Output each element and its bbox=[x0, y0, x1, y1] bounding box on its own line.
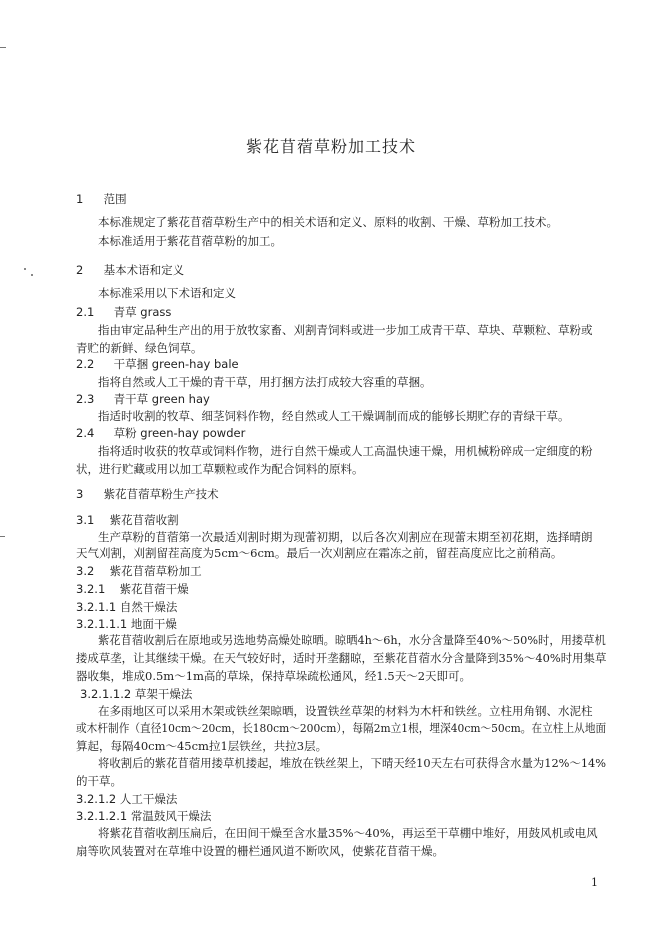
term-number: 2.4 bbox=[76, 426, 95, 440]
term-title: 青干草 green hay bbox=[113, 392, 210, 406]
paragraph-line: 生产草粉的苜蓿第一次最适刈割时期为现蕾初期，以后各次刈割应在现蕾末期至初花期，选择晴朗 bbox=[98, 530, 593, 544]
subsection-3-2-1-2-heading: 3.2.1.2 人工干燥法 bbox=[76, 792, 178, 806]
paragraph-line: 将收割后的紫花苜蓿用搂草机搂起，堆放在铁丝架上，下晴天经10天左右可获得含水量为12%～14% bbox=[98, 756, 607, 770]
subsection-3-2-1-heading bbox=[76, 581, 189, 597]
subsection-number: 3.2.1 bbox=[76, 582, 106, 596]
paragraph: 本标准采用以下术语和定义 bbox=[98, 286, 236, 300]
paragraph-line: 器收集，堆成0.5m～1m高的草垛，保持草垛疏松通风，经1.5天～2天即可。 bbox=[76, 669, 472, 683]
scan-mark bbox=[0, 47, 6, 48]
term-title: 草粉 green-hay powder bbox=[113, 426, 246, 440]
term-number: 2.3 bbox=[76, 392, 95, 406]
paragraph-line: 指由审定品种生产出的用于放牧家畜、刈割青饲料或进一步加工成青干草、草块、草颗粒、草粉或 bbox=[98, 323, 593, 337]
section-number: 1 bbox=[76, 192, 84, 206]
subsection-title: 紫花苜蓿草粉加工 bbox=[109, 564, 202, 578]
section-number: 3 bbox=[76, 487, 84, 501]
section-3-heading bbox=[76, 486, 219, 502]
subsection-3-2-1-1-1-heading: 3.2.1.1.1 地面干燥 bbox=[76, 617, 177, 631]
section-2-heading bbox=[76, 262, 184, 278]
subsection-title: 紫花苜蓿收割 bbox=[109, 513, 179, 527]
scan-speck bbox=[24, 268, 26, 270]
subsection-3-2-1-2-1-heading: 3.2.1.2.1 常温鼓风干燥法 bbox=[76, 809, 212, 823]
scan-mark bbox=[0, 536, 5, 537]
paragraph-line: 搂成草垄，让其继续干燥。在天气较好时，适时开垄翻晾，至紫花苜蓿水分含量降到35%～40%时用集草 bbox=[76, 651, 607, 665]
paragraph-line: 状，进行贮藏或用以加工草颗粒或作为配合饲料的原料。 bbox=[76, 462, 364, 476]
paragraph-line: 扇等吹风装置对在草堆中设置的栅栏通风道不断吹风，使紫花苜蓿干燥。 bbox=[76, 844, 444, 858]
section-title: 紫花苜蓿草粉生产技术 bbox=[103, 487, 219, 501]
paragraph-line: 的干草。 bbox=[76, 774, 122, 788]
paragraph-line: 在多雨地区可以采用木架或铁丝架晾晒，设置铁丝草架的材料为木杆和铁丝。立柱用角钢、水泥柱 bbox=[98, 704, 593, 718]
section-title: 基本术语和定义 bbox=[103, 263, 185, 277]
paragraph-line: 指将适时收获的牧草或饲料作物，进行自然干燥或人工高温快速干燥，用机械粉碎成一定细度的粉 bbox=[98, 444, 593, 458]
subsection-number: 3.1 bbox=[76, 513, 95, 527]
page-number: 1 bbox=[591, 876, 598, 889]
term-title: 青草 grass bbox=[113, 305, 172, 319]
term-2-1-heading bbox=[76, 304, 171, 320]
scan-speck bbox=[31, 274, 33, 276]
term-2-2-heading bbox=[76, 356, 239, 372]
subsection-number: 3.2 bbox=[76, 564, 95, 578]
term-title: 干草捆 green-hay bale bbox=[113, 357, 239, 371]
subsection-title: 紫花苜蓿干燥 bbox=[119, 582, 189, 596]
subsection-3-2-1-1-heading: 3.2.1.1 自然干燥法 bbox=[76, 600, 178, 614]
paragraph-line: 指将自然或人工干燥的青干草，用打捆方法打成较大容重的草捆。 bbox=[98, 375, 432, 389]
term-number: 2.2 bbox=[76, 357, 95, 371]
term-2-3-heading bbox=[76, 391, 210, 407]
paragraph: 本标准规定了紫花苜蓿草粉生产中的相关术语和定义、原料的收割、干燥、草粉加工技术。 bbox=[98, 215, 558, 229]
section-number: 2 bbox=[76, 263, 84, 277]
subsection-3-2-1-1-2-heading: 3.2.1.1.2 草架干燥法 bbox=[80, 687, 193, 701]
paragraph-line: 指适时收割的牧草、细茎饲料作物，经自然或人工干燥调制而成的能够长期贮存的青绿干草。 bbox=[98, 409, 570, 423]
term-number: 2.1 bbox=[76, 305, 95, 319]
section-title: 范围 bbox=[103, 192, 127, 206]
paragraph-line: 天气刈割，刈割留茬高度为5cm～6cm。最后一次刈割应在霜冻之前，留茬高度应比之前稍高。 bbox=[76, 546, 563, 560]
subsection-3-1-heading bbox=[76, 512, 179, 528]
paragraph-line: 紫花苜蓿收割后在原地或另选地势高燥处晾晒。晾晒4h～6h，水分含量降至40%～50%时，用搂草机 bbox=[98, 633, 606, 647]
paragraph-line: 青贮的新鲜、绿色饲草。 bbox=[76, 341, 203, 355]
paragraph-line: 算起，每隔40cm～45cm拉1层铁丝，共拉3层。 bbox=[76, 739, 328, 753]
paragraph-line: 或木杆制作（直径10cm～20cm，长180cm～200cm），每隔2m立1根，埋深40cm～50cm。在立柱上从地面 bbox=[76, 721, 607, 735]
term-2-4-heading bbox=[76, 425, 245, 441]
section-1-heading bbox=[76, 191, 127, 207]
paragraph: 本标准适用于紫花苜蓿草粉的加工。 bbox=[98, 234, 282, 248]
paragraph-line: 将紫花苜蓿收割压扁后，在田间干燥至含水量35%～40%，再运至干草棚中堆好，用鼓风机或电风 bbox=[98, 826, 598, 840]
subsection-3-2-heading bbox=[76, 563, 202, 579]
document-title: 紫花苜蓿草粉加工技术 bbox=[245, 137, 416, 156]
